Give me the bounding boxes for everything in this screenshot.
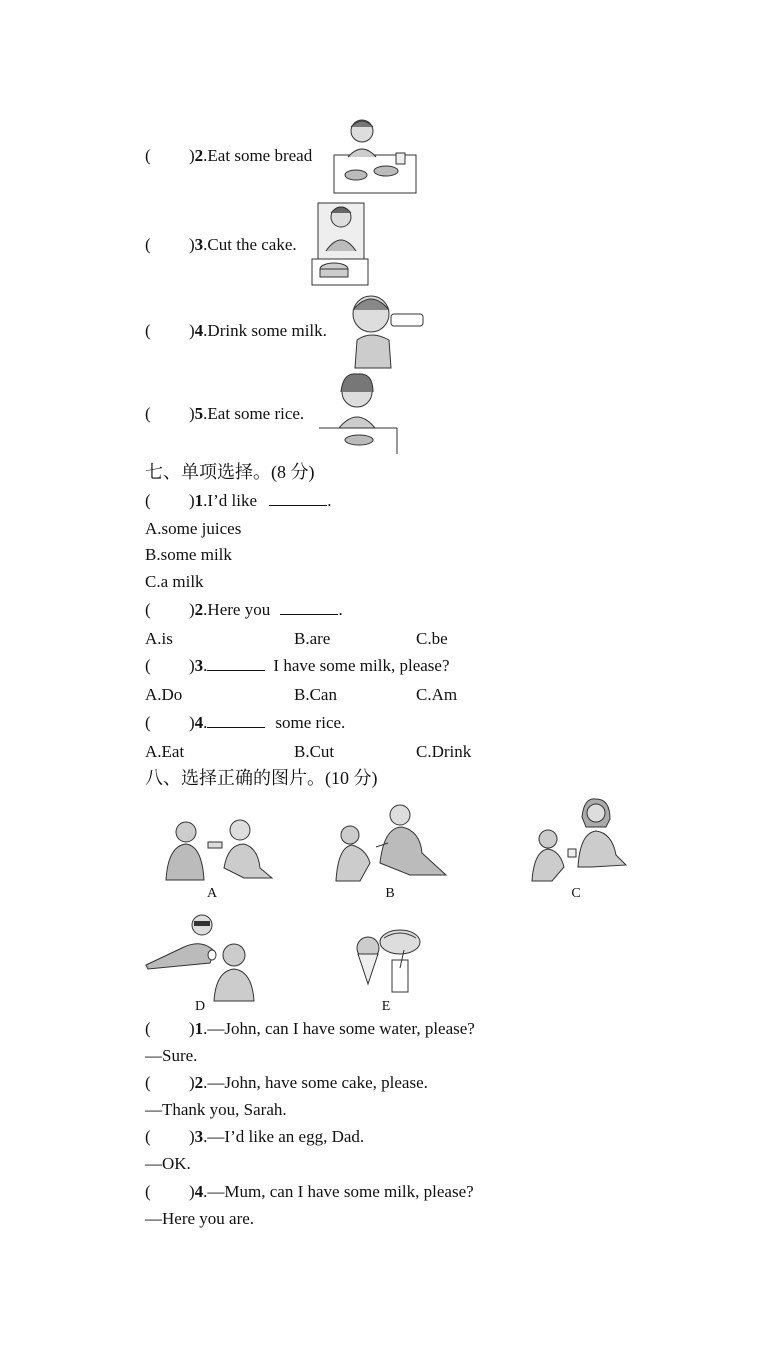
s8-q4: ( )4.—Mum, can I have some milk, please? [145, 1182, 474, 1201]
girl-eating-rice-illustration [317, 370, 401, 454]
s7-q3-option-b[interactable]: B.Can [294, 685, 337, 704]
answer-bracket[interactable]: ( [145, 235, 151, 254]
s7-q2-option-b[interactable]: B.are [294, 629, 331, 648]
girl-cutting-cake-illustration [310, 201, 370, 287]
s7-q4: ( )4. some rice. [145, 713, 346, 732]
section-7-heading: 七、单项选择。(8 分) [145, 462, 315, 483]
s7-q2-option-a[interactable]: A.is [145, 629, 173, 648]
girl-drinking-milk-illustration [345, 290, 427, 370]
answer-bracket[interactable]: ( [145, 713, 151, 732]
s7-q3: ( )3. I have some milk, please? [145, 656, 450, 675]
s6-item-4: ( )4.Drink some milk. [145, 321, 327, 340]
s6-item-2: ( )2.Eat some bread [145, 146, 313, 165]
s8-q2-answer: —Thank you, Sarah. [145, 1100, 287, 1119]
s7-q1-option-c[interactable]: C.a milk [145, 572, 204, 591]
s7-q4-option-a[interactable]: A.Eat [145, 742, 185, 761]
s7-q1: ( )1.I’d like . [145, 491, 332, 510]
s7-q2-option-c[interactable]: C.be [416, 629, 448, 648]
food-and-drink-picture [350, 928, 424, 996]
answer-bracket[interactable]: ( [145, 1019, 151, 1038]
s7-q4-option-b[interactable]: B.Cut [294, 742, 335, 761]
s7-q1-option-b[interactable]: B.some milk [145, 545, 232, 564]
s6-item-3: ( )3.Cut the cake. [145, 235, 297, 254]
answer-bracket[interactable]: ( [145, 600, 151, 619]
answer-bracket[interactable]: ( [145, 321, 151, 340]
s8-q3: ( )3.—I’d like an egg, Dad. [145, 1127, 365, 1146]
fill-blank[interactable] [207, 713, 265, 728]
s7-q4-option-c[interactable]: C.Drink [416, 742, 472, 761]
picture-label-a: A [206, 886, 218, 901]
s8-q3-answer: —OK. [145, 1154, 191, 1173]
s7-q2: ( )2.Here you . [145, 600, 343, 619]
child-giving-dad-egg-picture [144, 911, 260, 1003]
fill-blank[interactable] [207, 656, 265, 671]
picture-label-e: E [381, 999, 391, 1014]
answer-bracket[interactable]: ( [145, 1127, 151, 1146]
s6-item-5: ( )5.Eat some rice. [145, 404, 305, 423]
children-sharing-cake-picture [148, 818, 278, 884]
picture-label-c: C [571, 886, 581, 901]
answer-bracket[interactable]: ( [145, 491, 151, 510]
boy-eating-bread-illustration [332, 117, 418, 197]
picture-label-d: D [194, 999, 206, 1014]
s8-q1-answer: —Sure. [145, 1046, 198, 1065]
answer-bracket[interactable]: ( [145, 1182, 151, 1201]
answer-bracket[interactable]: ( [145, 1073, 151, 1092]
picture-label-b: B [385, 886, 395, 901]
s8-q2: ( )2.—John, have some cake, please. [145, 1073, 428, 1092]
s8-q4-answer: —Here you are. [145, 1209, 255, 1228]
fill-blank[interactable] [280, 600, 338, 615]
mum-giving-child-cup-picture [526, 797, 630, 885]
section-8-heading: 八、选择正确的图片。(10 分) [145, 768, 378, 789]
s8-q1: ( )1.—John, can I have some water, please? [145, 1019, 475, 1038]
s7-q1-option-a[interactable]: A.some juices [145, 519, 242, 538]
fill-blank[interactable] [269, 491, 327, 506]
answer-bracket[interactable]: ( [145, 656, 151, 675]
dad-giving-child-food-picture [330, 803, 450, 885]
s7-q3-option-a[interactable]: A.Do [145, 685, 183, 704]
answer-bracket[interactable]: ( [145, 404, 151, 423]
s7-q3-option-c[interactable]: C.Am [416, 685, 458, 704]
answer-bracket[interactable]: ( [145, 146, 151, 165]
